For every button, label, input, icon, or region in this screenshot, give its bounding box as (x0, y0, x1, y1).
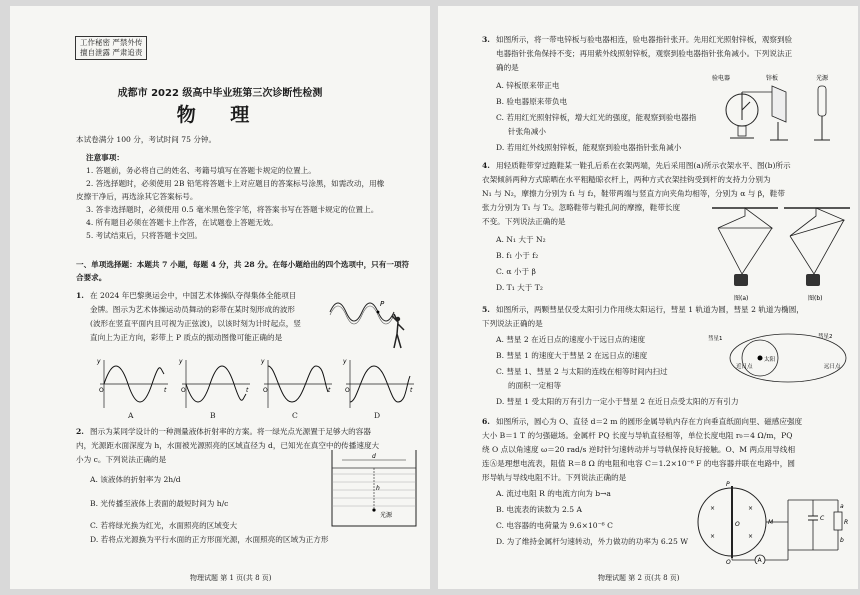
q6-line-4: 连Ⓐ是理想电流表，阻值 R＝8 Ω 的电阻和电容 C＝1.2×10⁻⁶ F 的电容器并联在电路中，圆 (482, 459, 795, 468)
q2-option-b: B. 光传播至液体上表面的最短时间为 h/c (90, 499, 229, 508)
note-3: 3. 答非选择题时，必须使用 0.5 毫米黑色签字笔，将答案书写在答题卡规定的位置上。 (86, 205, 379, 214)
q5-label-comet-1: 彗星1 (708, 336, 723, 342)
q4-line-2: 衣架倾斜两种方式晾晒在水平粗糙晾衣杆上，两种方式衣架挂钩受到杆的支持力分别为 (482, 175, 771, 184)
q3-option-d: D. 若用红外线照射锌板，能观察到验电器指针张角减小 (496, 143, 682, 152)
intro-text: 本试卷满分 100 分，考试时间 75 分钟。 (76, 135, 217, 144)
svg-text:O: O (99, 387, 104, 394)
note-2-cont: 皮擦干净后，再选涂其它答案标号。 (76, 192, 198, 201)
svg-text:O: O (263, 387, 268, 394)
q6-option-a: A. 流过电阻 R 的电流方向为 b→a (496, 489, 611, 498)
svg-text:Q: Q (726, 559, 731, 564)
q4-line-1: 用轻质鞋带穿过跑鞋某一鞋孔后系在衣架两端，先后采用图(a)所示衣架水平、图(b)所示 (496, 161, 791, 170)
q3-label-source: 光源 (816, 75, 829, 82)
q3-option-a: A. 锌板原来带正电 (496, 81, 560, 90)
exam-page-1 (10, 6, 430, 589)
svg-text:×: × (748, 505, 754, 512)
notes-title: 注意事项： (86, 153, 124, 162)
svg-text:y: y (343, 358, 347, 365)
q6-line-2: 大小 B＝1 T 的匀强磁场。金属杆 PQ 长度与导轨直径相等，单位长度电阻 r₀＝4 Ω/m，PQ (482, 431, 793, 440)
note-4: 4. 所有题目必须在答题卡上作答，在试题卷上答题无效。 (86, 218, 278, 227)
stamp-line-1: 工作秘密 严禁外传 (80, 38, 143, 47)
q2-line-1: 图示为某同学设计的一种测量液体折射率的方案。将一绿光点光源置于足够大的容器 (90, 427, 371, 436)
note-1: 1. 答题前，务必将自己的姓名、考籍号填写在答题卡规定的位置上。 (86, 166, 316, 175)
q6-line-3: 绕 O 点以角速度 ω＝20 rad/s 逆时针匀速转动并与导轨保持良好接触。O、M 两点用导线相 (482, 445, 796, 454)
q2-line-2: 内，光源距水面深度为 h，水面被光源照亮的区域直径为 d，已知光在真空中的传播速度大 (76, 441, 380, 450)
q6-option-d: D. 为了维持金属杆匀速转动，外力做功的功率为 6.25 W (496, 537, 689, 546)
svg-text:d: d (372, 453, 376, 460)
q2-option-d: D. 若将点光源换为平行水面的正方形面光源，水面照亮的区域为正方形 (90, 535, 329, 544)
q5-option-a: A. 彗星 2 在近日点的速度小于远日点的速度 (496, 335, 646, 344)
q4-label-b: 图(b) (808, 295, 823, 302)
q1-line-4: 直向上为正方向，彩带上 P 质点的振动图像可能正确的是 (90, 333, 283, 342)
q6-number: 6. (482, 417, 490, 426)
q4-option-c: C. α 小于 β (496, 267, 536, 276)
q3-line-3: 确的是 (496, 63, 519, 72)
q5-label-perihelion: 近日点 (736, 364, 753, 370)
svg-text:A: A (757, 557, 762, 564)
svg-text:t: t (410, 387, 413, 394)
q4-line-4: 张力分别为 T₁ 与 T₂。忽略鞋带与鞋孔间的摩擦，鞋带长度 (482, 203, 681, 212)
q2-fig-label: 光源 (380, 512, 393, 519)
q4-option-b: B. f₁ 小于 f₂ (496, 251, 539, 260)
q6-option-c: C. 电容器的电荷量为 9.6×10⁻⁶ C (496, 521, 613, 530)
svg-text:O: O (181, 387, 186, 394)
svg-text:a: a (840, 503, 844, 510)
svg-text:R: R (844, 519, 849, 526)
q4-hanger-figure (712, 202, 852, 304)
q1-option-c: C (292, 411, 298, 420)
section-title: 一、单项选择题：本题共 7 小题，每题 4 分，共 28 分。在每小题给出的四个选项中，只有一项符 (76, 260, 410, 269)
q3-label-electroscope: 验电器 (712, 75, 731, 82)
q1-line-3: (波形在竖直平面内且可视为正弦波)，以该时刻为计时起点，竖 (90, 319, 301, 328)
q4-option-a: A. N₁ 大于 N₂ (496, 235, 546, 244)
page-2-footer: 物理试题 第 2 页(共 8 页) (598, 574, 680, 582)
page-1-footer: 物理试题 第 1 页(共 8 页) (190, 574, 272, 582)
svg-text:y: y (97, 358, 101, 365)
q5-option-c-cont: 的面积一定相等 (508, 381, 562, 390)
q3-line-2: 电器指针张角保持不变；再用紫外线照射锌板，观察到验电器指针张角减小。下列说法正 (496, 49, 793, 58)
q1-line-2: 金牌。图示为艺术体操运动员舞动的彩带在某时刻形成的波形 (90, 305, 296, 314)
q5-line-1: 如图所示，两颗彗星仅受太阳引力作用绕太阳运行，彗星 1 轨道为圆，彗星 2 轨道为椭圆， (496, 305, 804, 314)
q4-option-d: D. T₁ 大于 T₂ (496, 283, 543, 292)
q1-option-a: A (128, 411, 134, 420)
q1-graph-a (96, 358, 168, 408)
q3-line-1: 如图所示，将一带电锌板与验电器相连，验电器指针张开。先用红光照射锌板，观察到验 (496, 35, 793, 44)
q1-number: 1. (76, 291, 84, 300)
section-title-cont: 合要求。 (76, 273, 107, 282)
q5-label-comet-2: 彗星2 (818, 334, 833, 340)
q2-line-3: 小为 c。下列说法正确的是 (76, 455, 167, 464)
svg-text:×: × (710, 533, 716, 540)
svg-text:b: b (840, 537, 844, 544)
q6-option-b: B. 电流表的读数为 2.5 A (496, 505, 582, 514)
svg-text:C: C (820, 515, 825, 522)
svg-text:O: O (735, 521, 740, 528)
q4-line-5: 不变。下列说法正确的是 (482, 217, 566, 226)
svg-text:y: y (261, 358, 265, 365)
svg-text:t: t (246, 387, 249, 394)
q5-option-b: B. 彗星 1 的速度大于彗星 2 在远日点的速度 (496, 351, 648, 360)
q2-option-a: A. 该液体的折射率为 2h/d (90, 475, 181, 484)
q5-number: 5. (482, 305, 490, 314)
q3-option-b: B. 验电器原来带负电 (496, 97, 568, 106)
q2-number: 2. (76, 427, 84, 436)
q4-number: 4. (482, 161, 490, 170)
ribbon-wave-figure (328, 288, 408, 358)
q1-option-b: B (210, 411, 216, 420)
q2-container-figure (328, 446, 420, 530)
q6-line-1: 如图所示，圆心为 O、直径 d＝2 m 的圆形金属导轨内存在方向垂直纸面向里、磁感应强度 (496, 417, 803, 426)
svg-text:t: t (328, 387, 331, 394)
q3-option-c-cont: 针张角减小 (508, 127, 546, 136)
svg-text:P: P (726, 481, 730, 488)
q3-electroscope-figure (708, 72, 848, 152)
q6-line-5: 形导轨与导线电阻不计。下列说法正确的是 (482, 473, 627, 482)
q1-line-1: 在 2024 年巴黎奥运会中，中国艺术体操队夺得集体全能项目 (90, 291, 297, 300)
svg-text:h: h (376, 485, 380, 492)
q4-label-a: 图(a) (734, 295, 749, 302)
q1-graph-d (342, 358, 414, 408)
q1-graph-b (178, 358, 250, 408)
note-2: 2. 答选择题时，必须使用 2B 铅笔将答题卡上对应题目的答案标号涂黑，如需改动，用橡 (86, 179, 385, 188)
q3-label-zinc: 锌板 (766, 75, 779, 82)
q6-circuit-figure (688, 480, 854, 564)
q5-option-c: C. 彗星 1、彗星 2 与太阳的连线在相等时间内扫过 (496, 367, 668, 376)
q2-option-c: C. 若将绿光换为红光，水面照亮的区域变大 (90, 521, 238, 530)
q5-line-2: 下列说法正确的是 (482, 319, 543, 328)
q5-label-aphelion: 远日点 (824, 364, 841, 370)
q1-graph-c (260, 358, 332, 408)
svg-text:O: O (345, 387, 350, 394)
q3-option-c: C. 若用红光照射锌板，增大红光的强度，能观察到验电器指 (496, 113, 697, 122)
q1-option-d: D (374, 411, 381, 420)
q4-line-3: N₁ 与 N₂，摩擦力分别为 f₁ 与 f₂，鞋带两端与竖直方向夹角均相等，分别为 α 与 β，鞋带 (482, 189, 785, 198)
q5-label-sun: 太阳 (764, 357, 776, 363)
exam-title: 成都市 2022 级高中毕业班第三次诊断性检测 (117, 88, 323, 99)
svg-text:×: × (710, 505, 716, 512)
svg-text:P: P (380, 300, 385, 308)
q5-option-d: D. 彗星 1 受太阳的万有引力一定小于彗星 2 在近日点受太阳的万有引力 (496, 397, 739, 406)
confidential-stamp (75, 36, 147, 60)
svg-text:×: × (748, 533, 754, 540)
subject-title: 物 理 (176, 104, 264, 126)
stamp-line-2: 擅自泄露 严肃追责 (80, 48, 143, 57)
svg-text:M: M (768, 519, 774, 526)
svg-text:t: t (164, 387, 167, 394)
note-5: 5. 考试结束后，只将答题卡交回。 (86, 231, 202, 240)
exam-page-2 (438, 6, 858, 589)
q3-number: 3. (482, 35, 490, 44)
svg-text:y: y (179, 358, 183, 365)
q5-orbit-figure (706, 328, 854, 390)
